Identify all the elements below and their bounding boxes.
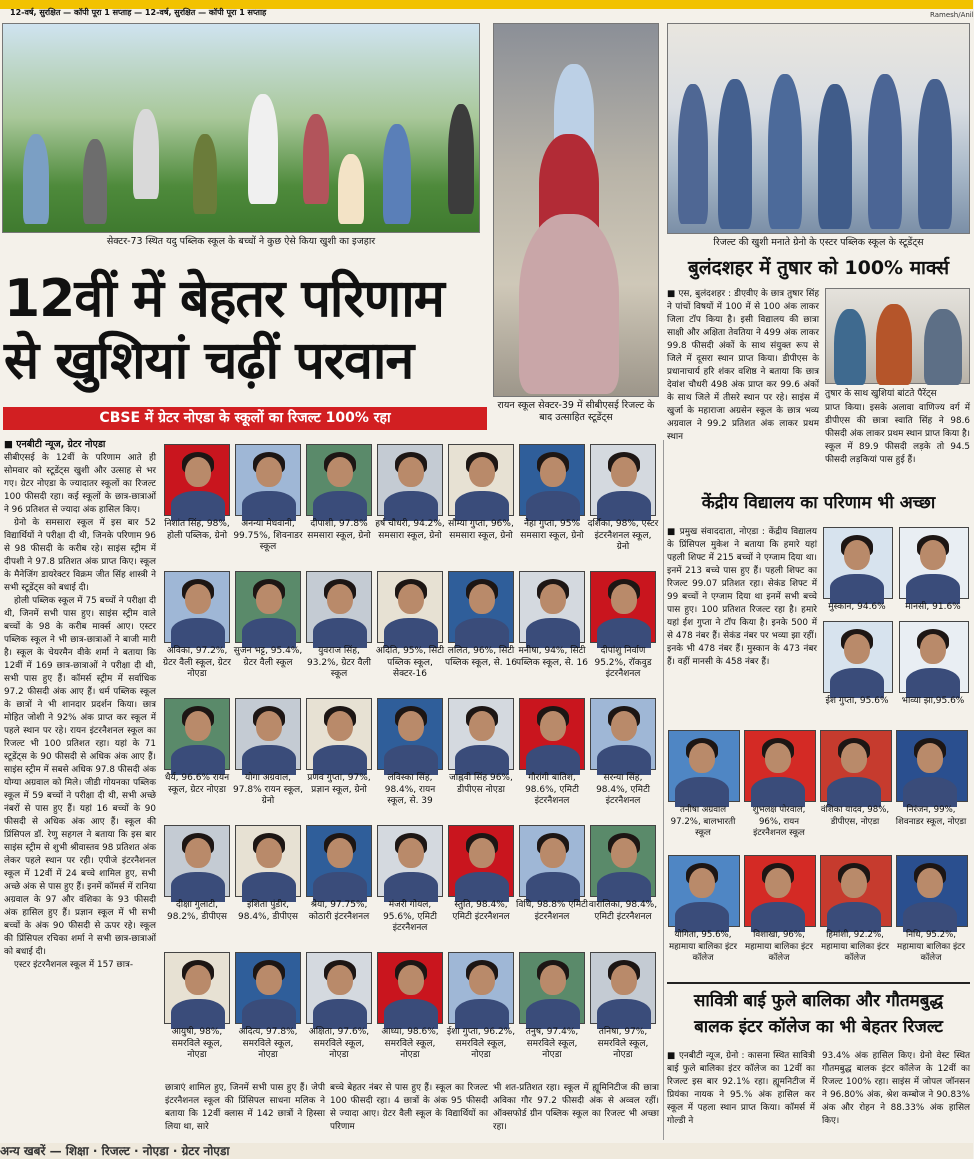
kv-student-3 bbox=[898, 621, 968, 746]
topper-name: सरन्या सिंह, 98.4%, एमिटी इंटरनैशनल bbox=[596, 773, 650, 806]
topper-name: आध्या, 98.6%, समरविले स्कूल, नोएडा bbox=[381, 1027, 439, 1060]
topper-name: नेहा गुप्ता, 95% समसारा स्कूल, ग्रेनो bbox=[520, 519, 584, 541]
topper-name: सुजन भट्ट, 95.4%, ग्रेटर वैली स्कूल bbox=[233, 646, 303, 668]
topper-card-3 bbox=[376, 444, 446, 569]
portrait-photo bbox=[448, 571, 514, 643]
portrait-photo bbox=[668, 730, 740, 802]
topper-card-22 bbox=[234, 825, 304, 950]
main-byline: ■ एनबीटी न्यूज, ग्रेटर नोएडा bbox=[4, 439, 106, 450]
topper-name: दीपाशी, 97.8% समसारा स्कूल, ग्रेनो bbox=[307, 519, 371, 541]
topper-name: शुभलक्ष पोरवाल, 96%, रायन इंटरनैशनल स्कूल bbox=[752, 805, 806, 838]
main-headline bbox=[4, 268, 487, 392]
topper-name: सौम्या गुप्ता, 96%, समसारा स्कूल, ग्रेनो bbox=[448, 519, 514, 541]
topper-name: तनिषा, 97%, समरविले स्कूल, नोएडा bbox=[597, 1027, 649, 1060]
topper-card-29 bbox=[234, 952, 304, 1077]
portrait-photo bbox=[519, 825, 585, 897]
topper-card-19 bbox=[518, 698, 588, 823]
topper-name: ईशा गुप्ता, 96.2%, समरविले स्कूल, नोएडा bbox=[446, 1027, 516, 1060]
headline-line2: से खुशियां चढ़ीं परवान bbox=[4, 331, 414, 391]
portrait-photo bbox=[519, 698, 585, 770]
topper-name: इशिता पुंडीर, 98.4%, डीपीएस bbox=[238, 900, 298, 922]
topper-name: निधि, 95.2%, महामाया बालिका इंटर कॉलेज bbox=[896, 930, 966, 963]
portrait-photo bbox=[164, 571, 230, 643]
more-topper-0 bbox=[667, 730, 737, 855]
more-topper-6 bbox=[819, 855, 889, 980]
topper-name: मुस्कान, 94.6% bbox=[828, 602, 886, 612]
headline-line1: 12वीं में बेहतर परिणाम bbox=[4, 269, 444, 329]
more-topper-5 bbox=[743, 855, 813, 980]
photo3-caption: रिजल्ट की खुशी मनाते ग्रेनो के एस्टर पब्लिक स्कूल के स्टूडेंट्स bbox=[713, 237, 924, 248]
portrait-photo bbox=[164, 825, 230, 897]
photo-celebration-lawn bbox=[2, 23, 480, 233]
topper-card-21 bbox=[163, 825, 233, 950]
photo-credit: Ramesh/Anil bbox=[930, 11, 974, 19]
topper-card-14 bbox=[163, 698, 233, 823]
top-strip: 12-वर्ष, सुरक्षित — कॉपी पूरा 1 सप्ताह — 12-वर्ष, सुरक्षित — कॉपी पूरा 1 सप्ताह bbox=[0, 0, 973, 9]
photo-ryan-students bbox=[493, 23, 659, 397]
portrait-photo bbox=[590, 571, 656, 643]
topper-name: योगिता, 95.6%, महामाया बालिका इंटर कॉलेज bbox=[668, 930, 738, 963]
bulandshahr-title: बुलंदशहर में तुषार को 100% मार्क्स bbox=[687, 257, 950, 279]
topper-name: मानसी, 91.6% bbox=[905, 602, 961, 612]
portrait-photo bbox=[306, 444, 372, 516]
subhead-bar: CBSE में ग्रेटर नोएडा के स्कूलों का रिजल्ट 100% रहा bbox=[3, 407, 487, 430]
topper-card-23 bbox=[305, 825, 375, 950]
story-col3: बच्चे बेहतर नंबर से पास हुए हैं। स्कूल का रिजल्ट 100 फीसदी रहा। 4 छात्रों के अंक 95 फीसदी से ज्यादा आए। ग्रेटर वैली स्कूल के विद्यार्थियों का परिणाम bbox=[330, 1083, 488, 1132]
kendriya-text: ■ प्रमुख संवाददाता, नोएडा : केंद्रीय विद्यालय के प्रिंसिपल मुकेश ने बताया कि हमारे यहां पहली शिफ्ट में 215 बच्चों ने एग्जाम दिया था। इनमें 213 बच्चे पास हुए हैं। पहली शिफ्ट का रिजल्ट 99.07 प्रतिशत रहा। सेकंड शिफ्ट में 99 बच्चों ने एग्जाम दिया था इनमें सभी बच्चे पास हुए। 100 प्रतिशत रिजल्ट रहा है। हमारे यहां ईश गुप्ता ने टॉप किया है। इनके 500 में से 478 नंबर हैं। सेकंड नंबर पर भव्या झा रहीं। इनके भी 478 नंबर हैं। मुस्कान के 473 नंबर हैं। वहीं मानसी के 458 नंबर हैं। bbox=[667, 527, 817, 667]
topper-name: दर्शिका, 98%, एस्टर इंटरनैशनल स्कूल, ग्रेनो bbox=[587, 519, 659, 552]
topper-card-18 bbox=[447, 698, 517, 823]
portrait-photo bbox=[377, 952, 443, 1024]
portrait-photo bbox=[823, 621, 893, 693]
photo4-caption: तुषार के साथ खुशियां बांटते पैरेंट्स bbox=[825, 389, 937, 399]
photo-tushar-parents bbox=[825, 288, 970, 384]
topper-card-9 bbox=[305, 571, 375, 696]
topper-card-24 bbox=[376, 825, 446, 950]
savitri-text-col2: 93.4% अंक हासिल किए। ग्रेनो वेस्ट स्थित गौतमबुद्ध बालक इंटर कॉलेज के 12वीं का रिजल्ट 100% रहा। साइंस में जोपल जॉनसन ने 96.80% अंक, श्रेश कम्बोज ने 90.83% अंक और रोहन ने 88.33% अंक हासिल किए। bbox=[822, 1051, 970, 1126]
portrait-photo bbox=[896, 855, 968, 927]
topper-name: अनन्या मेधवानी, 99.75%, शिवनाडर स्कूल bbox=[233, 519, 303, 552]
topper-card-16 bbox=[305, 698, 375, 823]
topper-name: विधि, 98.8% एमिटी इंटरनैशनल bbox=[516, 900, 588, 922]
portrait-photo bbox=[899, 621, 969, 693]
portrait-photo bbox=[668, 855, 740, 927]
topper-card-25 bbox=[447, 825, 517, 950]
topper-name: निशांत सिंह, 98%, होली पब्लिक, ग्रेनो bbox=[164, 519, 230, 541]
topper-name: अविका, 97.2%, ग्रेटर वैली स्कूल, ग्रेटर नोएडा bbox=[163, 646, 231, 679]
topper-name: अदिति, 95%, सिटी पब्लिक स्कूल, सेक्टर-16 bbox=[375, 646, 445, 679]
portrait-photo bbox=[590, 698, 656, 770]
more-topper-3 bbox=[895, 730, 965, 855]
bulandshahr-text-col2: प्राप्त किया। इसके अलावा वाणिज्य वर्ग में डीपीएस की छात्रा स्वाति सिंह ने 98.6 फीसदी अंक लाकर प्रथम स्थान प्राप्त किया है। स्कूल में 89.9 फीसदी लड़के तो 94.5 फीसदी लड़कियां पास हुई हैं। bbox=[825, 403, 970, 465]
more-topper-1 bbox=[743, 730, 813, 855]
topper-card-4 bbox=[447, 444, 517, 569]
topper-card-30 bbox=[305, 952, 375, 1077]
portrait-photo bbox=[744, 730, 816, 802]
portrait-photo bbox=[820, 855, 892, 927]
portrait-photo bbox=[164, 952, 230, 1024]
topper-card-20 bbox=[589, 698, 659, 823]
topper-name: अदित्य, 97.8%, समरविले स्कूल, नोएडा bbox=[238, 1027, 298, 1060]
topper-name: तनुष, 97.4%, समरविले स्कूल, नोएडा bbox=[525, 1027, 579, 1060]
savitri-title-line2: बालक इंटर कॉलेज का भी बेहतर रिजल्ट bbox=[694, 1017, 943, 1037]
savitri-text-col1: ■ एनबीटी न्यूज, ग्रेनो : कासना स्थित सावित्री बाई फुले बालिका इंटर कॉलेज का 12वीं का रिजल्ट इस बार 92.1% रहा। ह्यूमनिटीज में प्रियंका नायक ने 95.% अंक हासिल कर स्कूल में पहला स्थान प्राप्त किया। कॉमर्स में गोल्डी ने bbox=[667, 1051, 815, 1126]
topper-card-11 bbox=[447, 571, 517, 696]
topper-name: जाह्नवी सिंह 96%, डीपीएस नोएडा bbox=[449, 773, 513, 795]
topper-name: हिमांशी, 92.2%, महामाया बालिका इंटर कॉलेज bbox=[820, 930, 890, 963]
topper-name: योगा अग्रवाल, 97.8% रायन स्कूल, ग्रेनो bbox=[233, 773, 303, 806]
topper-card-32 bbox=[447, 952, 517, 1077]
topper-name: मनीषा, 94%, सिटी पब्लिक स्कूल, से. 16 bbox=[516, 646, 588, 668]
topper-name: लविस्का सिंह, 98.4%, रायन स्कूल, से. 39 bbox=[384, 773, 436, 806]
portrait-photo bbox=[164, 444, 230, 516]
topper-card-0 bbox=[163, 444, 233, 569]
portrait-photo bbox=[590, 952, 656, 1024]
portrait-photo bbox=[448, 444, 514, 516]
portrait-photo bbox=[235, 444, 301, 516]
topper-name: प्रणव गुप्ता, 97%, प्रज्ञान स्कूल, ग्रेनो bbox=[307, 773, 371, 795]
portrait-photo bbox=[519, 571, 585, 643]
portrait-photo bbox=[519, 952, 585, 1024]
portrait-photo bbox=[519, 444, 585, 516]
kendriya-title: केंद्रीय विद्यालय का परिणाम भी अच्छा bbox=[701, 493, 936, 513]
savitri-rule bbox=[667, 982, 970, 984]
topper-name: श्रेया, 97.75%, कोठारी इंटरनैशनल bbox=[308, 900, 370, 922]
topper-card-33 bbox=[518, 952, 588, 1077]
portrait-photo bbox=[164, 698, 230, 770]
topper-card-17 bbox=[376, 698, 446, 823]
main-story-body: सीबीएसई के 12वीं के परिणाम आते ही सोमवार को स्टूडेंट्स खुशी और उत्साह से भर गए। ग्रेटर नोएडा के ज्यादातर स्कूलों का रिजल्ट 100 फीसदी रहा। कई स्कूलों के छात्र-छात्राओं ने 96 प्रतिशत से ज्यादा अंक हासिल किए। ग्रेनो के समसारा स्कूल में इस बार 52 विद्यार्थियों ने परीक्षा दी थी, जिनके परिणाम 96 से 98 फीसदी के करीब रहे। साइंस स्ट्रीम में दीपशी ने 97.8 प्रतिशत अंक प्राप्त किए। स्कूल के मैनेजिंग डायरेक्टर विक्रम जीत सिंह शास्त्री ने सभी स्टूडेंट्स को बधाई दी। होली पब्लिक स्कूल में 75 बच्चों ने परीक्षा दी थी, जिनमें सभी पास हुए। साइंस स्ट्रीम वाले बच्चों के 98 के करीब मार्क्स आए। एस्टर पब्लिक स्कूल ने भी छात्र-छात्राओं ने बाजी मारी है। स्कूल के चेयरमैन वीके शर्मा ने बताया कि 12वीं में 169 छात्र-छात्राओं ने परीक्षा दी थी, सभी पास हुए हैं। कॉमर्स स्ट्रीम में सर्वाधिक 97.2 फीसदी अंक आए हैं। धर्म पब्लिक स्कूल के छात्रों ने भी शानदार प्रदर्शन किया। छात्र मोहित जोशी ने 92% अंक प्राप्त कर स्कूल में पहले स्थान पर रहे। रायन इंटरनैशनल स्कूल का रिजल्ट भी 100 प्रतिशत रहा। यहां के 71 स्टूडेंट्स के 90 फीसदी से अधिक अंक आए हैं। साइंस स्ट्रीम में सबसे अधिक 97.8 फीसदी अंक योग्या अग्रवाल को मिले। जीडी गोयनका पब्लिक स्कूल में 59 बच्चों ने परीक्षा दी थी, सभी अच्छे नंबरों से पास हुए हैं। यहां 16 बच्चों के 90 फीसदी से अधिक अंक आए हैं। स्कूल की प्रिंसिपल डॉ. रेणु सहगल ने बताया कि इस बार साइंस स्ट्रीम से शुभी श्रीवास्तव 98 प्रतिशत अंक लेकर पहले स्थान पर रही। एपीजे इंटरनैशनल स्कूल में 12वीं में 24 बच्चे शामिल हुए, सभी अच्छे अंक से पास हुए हैं। इनमें कॉमर्स में रानिया अग्रवाल के 97 और वंशिका के 93 फीसदी अंक हासिल हुए हैं। प्रज्ञान स्कूल में भी सभी बच्चों के अंक 90 फीसदी से ऊपर रहे। स्कूल की प्रिंसिपल रचिका शर्मा ने सभी छात्र-छात्राओं को बधाई दी। एस्टर इंटरनैशनल स्कूल में 157 छात्र- bbox=[4, 453, 156, 970]
story-col4: भी शत-प्रतिशत रहा। स्कूल में ह्यूमिनिटीज की छात्रा अविका गौर 97.2 फीसदी अंक से अव्वल रहीं। ऑक्सफोर्ड ग्रीन पब्लिक स्कूल का रिजल्ट भी अच्छा रहा। bbox=[493, 1083, 659, 1132]
portrait-photo bbox=[744, 855, 816, 927]
topper-card-10 bbox=[376, 571, 446, 696]
kv-student-2 bbox=[822, 621, 892, 746]
topper-name: आयुषी, 98%, समरविले स्कूल, नोएडा bbox=[171, 1027, 223, 1060]
portrait-photo bbox=[448, 952, 514, 1024]
topper-card-6 bbox=[589, 444, 659, 569]
savitri-title-line1: सावित्री बाई फुले बालिका और गौतमबुद्ध bbox=[693, 991, 944, 1011]
portrait-photo bbox=[448, 698, 514, 770]
topper-name: ईश गुप्ता, 95.6% bbox=[825, 696, 889, 706]
topper-name: विशाखा, 96%, महामाया बालिका इंटर कॉलेज bbox=[744, 930, 814, 963]
portrait-photo bbox=[823, 527, 893, 599]
topper-card-26 bbox=[518, 825, 588, 950]
portrait-photo bbox=[377, 698, 443, 770]
kendriya-students bbox=[822, 527, 972, 727]
topper-name: निरंजन, 99%, शिवनाडर स्कूल, नोएडा bbox=[895, 805, 967, 827]
topper-name: भाव्या झा,95.6% bbox=[901, 696, 965, 706]
topper-card-13 bbox=[589, 571, 659, 696]
portrait-photo bbox=[306, 698, 372, 770]
topper-name: दीपांशु निर्वाण 95.2%, रॉकवुड इंटरनैशनल bbox=[594, 646, 652, 679]
more-topper-4 bbox=[667, 855, 737, 980]
topper-name: हर्ष चौधरी, 94.2%, समसारा स्कूल, ग्रेनो bbox=[375, 519, 445, 541]
story-col2: छात्राएं शामिल हुए, जिनमें सभी पास हुए हैं। जेपी इंटरनैशनल स्कूल की प्रिंसिपल साधना मलिक ने बताया कि 12वीं क्लास में 142 छात्रों ने हिस्सा लिया था, सारे bbox=[165, 1083, 325, 1132]
more-toppers-grid bbox=[667, 730, 972, 980]
portrait-photo bbox=[377, 825, 443, 897]
topper-card-27 bbox=[589, 825, 659, 950]
topper-name: स्तुति, 98.4%, एमिटी इंटरनैशनल bbox=[452, 900, 510, 922]
portrait-photo bbox=[306, 825, 372, 897]
topper-card-2 bbox=[305, 444, 375, 569]
topper-card-12 bbox=[518, 571, 588, 696]
topper-card-28 bbox=[163, 952, 233, 1077]
topper-name: मंजरी गोयल, 95.6%, एमिटी इंटरनैशनल bbox=[383, 900, 437, 933]
portrait-photo bbox=[306, 952, 372, 1024]
photo2-caption: रायन स्कूल सेक्टर-39 में सीबीएसई रिजल्ट के बाद उत्साहित स्टूडेंट्स bbox=[497, 400, 655, 423]
topper-card-31 bbox=[376, 952, 446, 1077]
portrait-photo bbox=[896, 730, 968, 802]
more-topper-7 bbox=[895, 855, 965, 980]
topper-card-8 bbox=[234, 571, 304, 696]
more-topper-2 bbox=[819, 730, 889, 855]
toppers-grid bbox=[163, 444, 659, 1078]
topper-card-5 bbox=[518, 444, 588, 569]
portrait-photo bbox=[235, 698, 301, 770]
topper-card-7 bbox=[163, 571, 233, 696]
topper-card-15 bbox=[234, 698, 304, 823]
portrait-photo bbox=[235, 952, 301, 1024]
topper-card-34 bbox=[589, 952, 659, 1077]
bottom-strip: अन्य खबरें — शिक्षा · रिजल्ट · नोएडा · ग्रेटर नोएडा bbox=[0, 1143, 973, 1159]
portrait-photo bbox=[899, 527, 969, 599]
portrait-photo bbox=[306, 571, 372, 643]
topper-name: युवराज सिंह, 93.2%, ग्रेटर वैली स्कूल bbox=[307, 646, 371, 679]
topper-name: वारालिका, 98.4%, एमिटी इंटरनैशनल bbox=[588, 900, 658, 922]
column-divider bbox=[663, 440, 664, 1140]
topper-name: वंशिका यादव, 98%, डीपीएस, नोएडा bbox=[820, 805, 890, 827]
topper-card-1 bbox=[234, 444, 304, 569]
portrait-photo bbox=[820, 730, 892, 802]
portrait-photo bbox=[377, 444, 443, 516]
topper-name: धैर्य, 96.6% रायन स्कूल, ग्रेटर नोएडा bbox=[164, 773, 230, 795]
topper-name: तनीषा अग्रवाल 97.2%, बालभारती स्कूल bbox=[670, 805, 736, 838]
portrait-photo bbox=[235, 571, 301, 643]
portrait-photo bbox=[590, 825, 656, 897]
portrait-photo bbox=[590, 444, 656, 516]
bulandshahr-text-col1: ■ एस, बुलंदशहर : डीएवीए के छात्र तुषार सिंह ने पांचों विषयों में 100 में से 100 अंक लाकर जिला टॉप किया है। इसी विद्यालय की छात्रा साक्षी और अक्षिता तेवतिया ने 499 अंक लाकर 99.8 फीसदी अंकों के साथ संयुक्त रूप से जिले में दूसरा स्थान प्राप्त किया। डीपीएस के प्रधानाचार्य हरि शंकर वशिष्ठ ने बताया कि छात्र देवांश चौधरी 498 अंक प्राप्त कर 99.6 अंकों के साथ जिले में तीसरे स्थान पर रहे। साइंस में खुर्जा के महाराजा अग्रसेन स्कूल के छात्र भव्य अग्रवाल ने 99.2 प्रतिशत अंक लाकर प्रथम स्थान bbox=[667, 289, 819, 442]
topper-name: गौरांगी बातिश, 98.6%, एमिटी इंटरनैशनल bbox=[525, 773, 579, 806]
portrait-photo bbox=[448, 825, 514, 897]
topper-name: दीक्षा गुलाटी, 98.2%, डीपीएस bbox=[167, 900, 227, 922]
topper-name: अक्षिता, 97.6%, समरविले स्कूल, नोएडा bbox=[308, 1027, 370, 1060]
portrait-photo bbox=[235, 825, 301, 897]
photo-astor-girls bbox=[667, 23, 970, 234]
portrait-photo bbox=[377, 571, 443, 643]
photo1-caption: सेक्टर-73 स्थित यदु पब्लिक स्कूल के बच्चों ने कुछ ऐसे किया खुशी का इजहार bbox=[106, 236, 376, 247]
topper-name: ललित, 96%, सिटी पब्लिक स्कूल, से. 16 bbox=[445, 646, 517, 668]
